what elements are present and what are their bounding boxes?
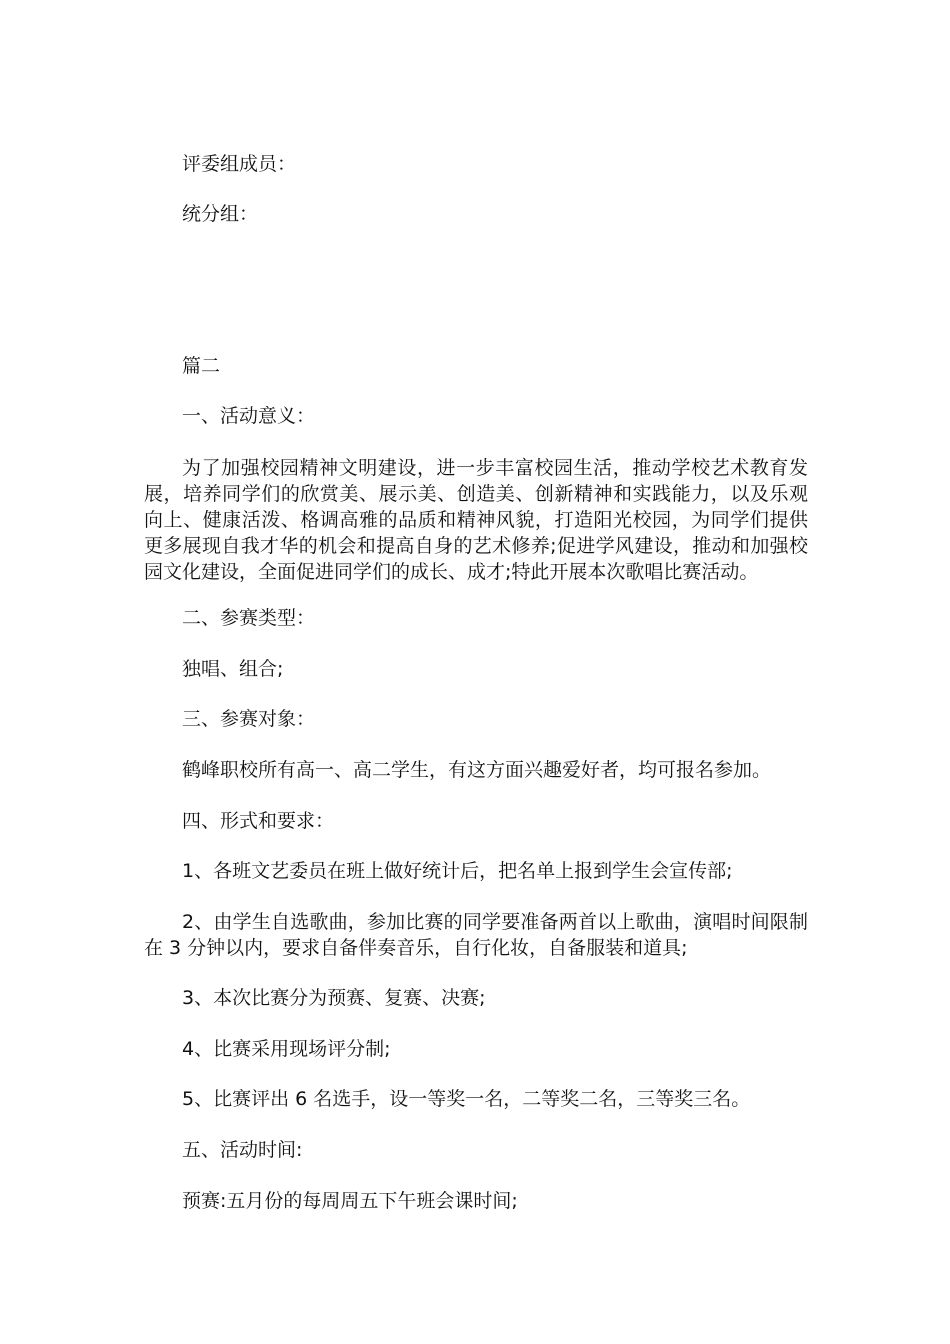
list-item: 3、本次比赛分为预赛、复赛、决赛; (182, 987, 486, 1009)
section2-title: 二、参赛类型： (182, 607, 316, 629)
section4-title: 四、形式和要求： (182, 810, 335, 832)
scoring-label: 统分组： (182, 203, 259, 225)
list-item: 4、比赛采用现场评分制; (182, 1038, 391, 1060)
section5-body: 预赛:五月份的每周周五下午班会课时间; (182, 1190, 518, 1212)
chapter-title: 篇二 (182, 355, 221, 377)
section3-body: 鹤峰职校所有高一、高二学生，有这方面兴趣爱好者，均可报名参加。 (182, 759, 772, 781)
section3-title: 三、参赛对象： (182, 708, 316, 730)
section2-body: 独唱、组合; (182, 658, 284, 680)
section1-body: 为了加强校园精神文明建设，进一步丰富校园生活，推动学校艺术教育发展，培养同学们的欣赏美、展示美、创造美、创新精神和实践能力，以及乐观向上、健康活泼、格调高雅的品质和精神风貌，打造阳光校园，为同学们提供更多展现自我才华的机会和提高自身的艺术修养;促进学风建设，推动和加强校园文化建设，全面促进同学们的成长、成才;特此开展本次歌唱比赛活动。 (144, 457, 808, 583)
list-item: 1、各班文艺委员在班上做好统计后，把名单上报到学生会宣传部; (182, 860, 733, 882)
judges-label: 评委组成员： (182, 153, 297, 175)
section5-title: 五、活动时间: (182, 1139, 303, 1161)
list-item: 2、由学生自选歌曲，参加比赛的同学要准备两首以上歌曲，演唱时间限制在 3 分钟以内，要求自备伴奏音乐，自行化妆，自备服装和道具; (144, 911, 808, 959)
section1-title: 一、活动意义： (182, 405, 316, 427)
list-item: 5、比赛评出 6 名选手，设一等奖一名，二等奖二名，三等奖三名。 (182, 1088, 751, 1110)
